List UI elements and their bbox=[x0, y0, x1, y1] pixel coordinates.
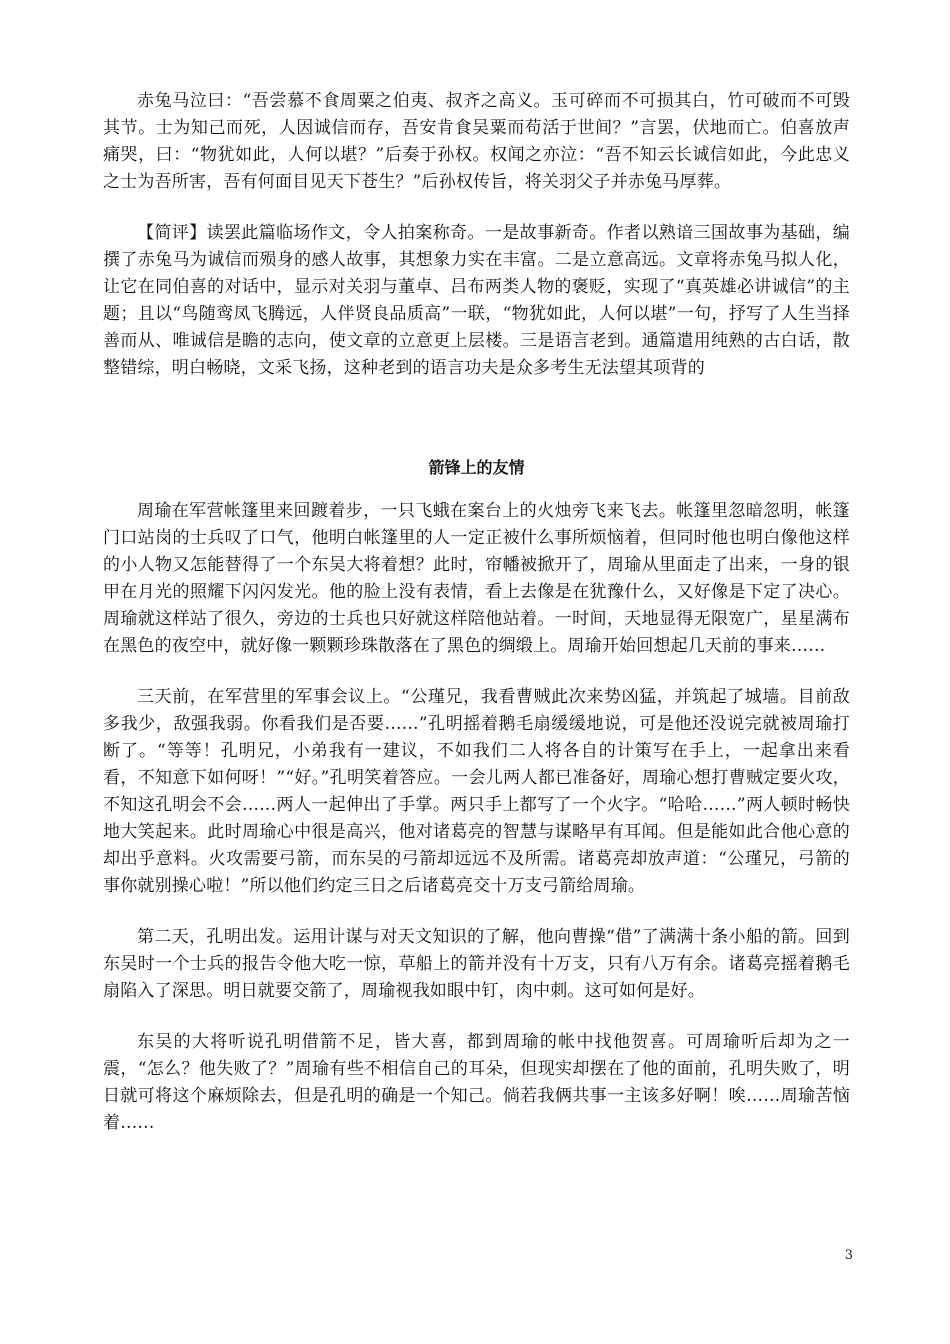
paragraph-commentary: 【简评】读罢此篇临场作文，令人拍案称奇。一是故事新奇。作者以熟谙三国故事为基础，编撰了赤兔马为诚信而殒身的感人故事，其想象力实在丰富。二是立意高远。文章将赤兔马拟人化，让它在同伯喜的对话中，显示对关羽与董卓、吕布两类人物的褒贬，实现了“真英雄必讲诚信”的主题；且以“鸟随鸾凤飞腾远，人伴贤良品质高”一联，“物犹如此，人何以堪”一句，抒写了人生当择善而从、唯诚信是瞻的志向，使文章的立意更上层楼。三是语言老到。通篇遣用纯熟的古白话，散整错综，明白畅晓，文采飞扬，这种老到的语言功夫是众多考生无法望其项背的 bbox=[103, 223, 850, 378]
paragraph-spacer bbox=[103, 660, 850, 684]
section-spacer bbox=[103, 382, 850, 456]
paragraph-spacer bbox=[103, 1005, 850, 1029]
document-page bbox=[103, 88, 850, 1137]
essay-paragraph-4: 东吴的大将听说孔明借箭不足，皆大喜，都到周瑜的帐中找他贺喜。可周瑜听后却为之一震，“怎么？他失败了？”周瑜有些不相信自己的耳朵，但现实却摆在了他的面前，孔明失败了，明日就可将这个麻烦除去，但是孔明的确是一个知己。倘若我俩共事一主该多好啊！唉……周瑜苦恼着…… bbox=[103, 1032, 850, 1133]
paragraph-spacer bbox=[103, 900, 850, 924]
paragraph-red-hare-lament: 赤兔马泣曰：“吾尝慕不食周粟之伯夷、叔齐之高义。玉可碎而不可损其白，竹可破而不可毁其节。士为知己而死，人因诚信而存，吾安肯食吴粟而苟活于世间？”言罢，伏地而亡。伯喜放声痛哭，曰：“物犹如此，人何以堪？”后奏于孙权。权闻之亦泣：“吾不知云长诚信如此，今此忠义之士为吾所害，吾有何面目见天下苍生？”后孙权传旨，将关羽父子并赤兔马厚葬。 bbox=[103, 91, 850, 192]
essay-paragraph-2: 三天前，在军营里的军事会议上。“公瑾兄，我看曹贼此次来势凶猛，并筑起了城墙。目前敌多我少，敌强我弱。你看我们是否要……”孔明摇着鹅毛扇缓缓地说，可是他还没说完就被周瑜打断了。“等等！孔明兄，小弟我有一建议，不如我们二人将各自的计策写在手上，一起拿出来看看，不知意下如何呀！”“好。”孔明笑着答应。一会儿两人都已准备好，周瑜心想打曹贼定要火攻，不知这孔明会不会……两人一起伸出了手掌。两只手上都写了一个火字。“哈哈……”两人顿时畅快地大笑起来。此时周瑜心中很是高兴，他对诸葛亮的智慧与谋略早有耳闻。但是能如此合他心意的却出乎意料。火攻需要弓箭，而东吴的弓箭却远远不及所需。诸葛亮却放声道：“公瑾兄，弓箭的事你就别操心啦！”所以他们约定三日之后诸葛亮交十万支弓箭给周瑜。 bbox=[103, 687, 850, 896]
essay-paragraph-3: 第二天，孔明出发。运用计谋与对天文知识的了解，他向曹操“借”了满满十条小船的箭。回到东吴时一个士兵的报告令他大吃一惊，草船上的箭并没有十万支，只有八万有余。诸葛亮摇着鹅毛扇陷入了深思。明日就要交箭了，周瑜视我如眼中钉，肉中刺。这可如何是好。 bbox=[103, 927, 850, 1001]
essay-paragraph-1: 周瑜在军营帐篷里来回踱着步，一只飞蛾在案台上的火烛旁飞来飞去。帐篷里忽暗忽明，帐篷门口站岗的士兵叹了口气，他明白帐篷里的人一定正被什么事所烦恼着，但同时他也明白像他这样的小人物又怎能替得了一个东吴大将着想？此时，帘幡被掀开了，周瑜从里面走了出来，一身的银甲在月光的照耀下闪闪发光。他的脸上没有表情，看上去像是在犹豫什么，又好像是下定了决心。周瑜就这样站了很久，旁边的士兵也只好就这样陪他站着。一时间，天地显得无限宽广，星星满布在黑色的夜空中，就好像一颗颗珍珠散落在了黑色的绸缎上。周瑜开始回想起几天前的事来…… bbox=[103, 501, 850, 656]
essay-title: 箭锋上的友情 bbox=[428, 458, 525, 477]
paragraph-spacer bbox=[103, 196, 850, 220]
page-number: 3 bbox=[844, 1248, 853, 1263]
